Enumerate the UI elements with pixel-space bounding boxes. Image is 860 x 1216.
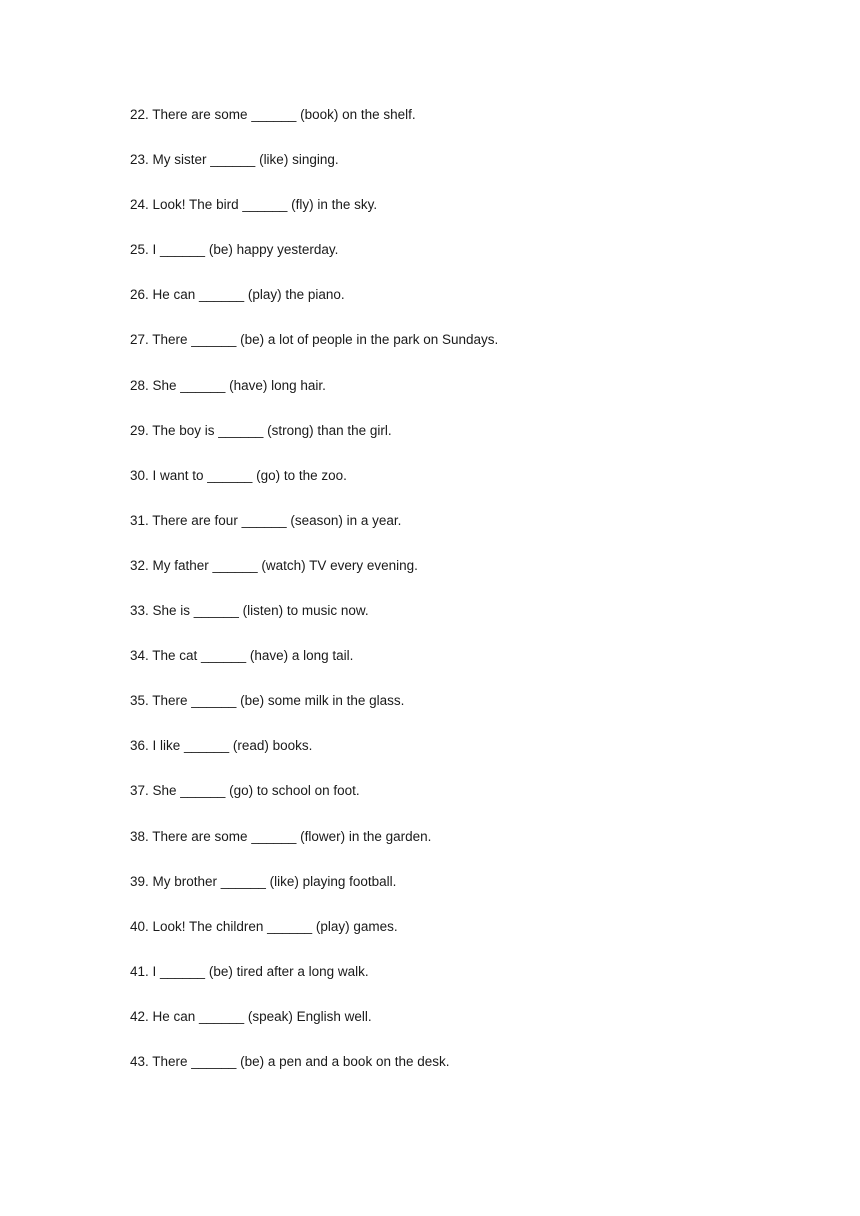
exercise-36: 36. I like ______ (read) books. (130, 738, 313, 754)
exercise-23: 23. My sister ______ (like) singing. (130, 152, 339, 168)
exercise-32: 32. My father ______ (watch) TV every evening. (130, 557, 418, 573)
exercise-35: 35. There ______ (be) some milk in the glass. (130, 693, 405, 709)
exercise-42: 42. He can ______ (speak) English well. (130, 1008, 372, 1024)
exercise-37: 37. She ______ (go) to school on foot. (130, 783, 360, 799)
exercise-40: 40. Look! The children ______ (play) games. (130, 918, 398, 934)
exercise-24: 24. Look! The bird ______ (fly) in the sky. (130, 197, 378, 213)
exercise-29: 29. The boy is ______ (strong) than the girl. (130, 422, 392, 438)
exercise-28: 28. She ______ (have) long hair. (130, 377, 326, 393)
exercise-31: 31. There are four ______ (season) in a year. (130, 512, 402, 528)
exercise-30: 30. I want to ______ (go) to the zoo. (130, 467, 347, 483)
exercise-38: 38. There are some ______ (flower) in the garden. (130, 828, 432, 844)
exercise-22: 22. There are some ______ (book) on the shelf. (130, 107, 416, 122)
exercise-list (130, 106, 498, 1098)
exercise-34: 34. The cat ______ (have) a long tail. (130, 648, 354, 664)
exercise-25: 25. I ______ (be) happy yesterday. (130, 242, 339, 258)
exercise-43: 43. There ______ (be) a pen and a book on the desk. (130, 1053, 450, 1069)
exercise-41: 41. I ______ (be) tired after a long walk. (130, 963, 369, 979)
exercise-39: 39. My brother ______ (like) playing football. (130, 873, 397, 889)
exercise-33: 33. She is ______ (listen) to music now. (130, 603, 369, 619)
exercise-27: 27. There ______ (be) a lot of people in the park on Sundays. (130, 332, 499, 348)
exercise-26: 26. He can ______ (play) the piano. (130, 287, 345, 303)
